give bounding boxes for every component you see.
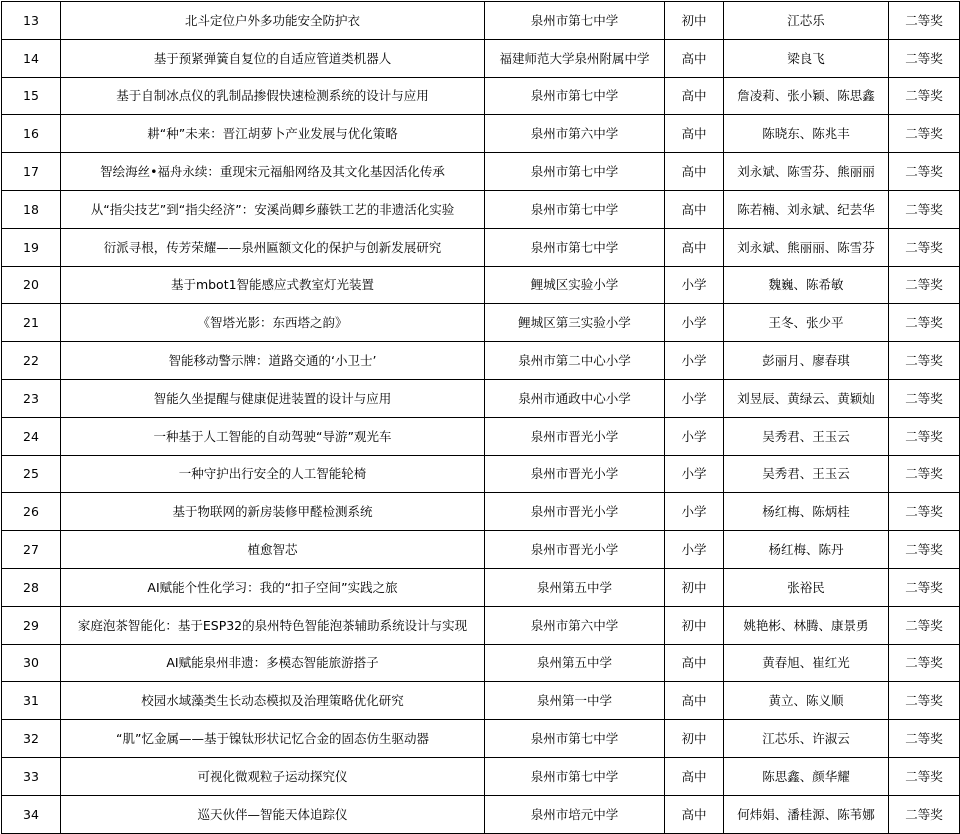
row-number-cell: 24: [2, 417, 61, 455]
advisor-names-cell: 魏巍、陈希敏: [724, 266, 889, 304]
row-number-cell: 30: [2, 644, 61, 682]
school-level-cell: 小学: [665, 417, 724, 455]
row-number-cell: 27: [2, 531, 61, 569]
table-row: [2, 304, 960, 342]
school-name-cell: 泉州市第七中学: [485, 153, 665, 191]
table-row: [2, 644, 960, 682]
school-name-cell: 泉州市培元中学: [485, 795, 665, 833]
award-level-cell: 二等奖: [889, 190, 960, 228]
table-row: [2, 531, 960, 569]
award-level-cell: 二等奖: [889, 153, 960, 191]
advisor-names-cell: 刘永斌、熊丽丽、陈雪芬: [724, 228, 889, 266]
table-row: [2, 190, 960, 228]
school-name-cell: 泉州第五中学: [485, 568, 665, 606]
award-level-cell: 二等奖: [889, 379, 960, 417]
table-row: [2, 77, 960, 115]
row-number-cell: 18: [2, 190, 61, 228]
school-level-cell: 高中: [665, 39, 724, 77]
school-level-cell: 初中: [665, 2, 724, 40]
school-name-cell: 泉州市第七中学: [485, 77, 665, 115]
row-number-cell: 14: [2, 39, 61, 77]
school-level-cell: 小学: [665, 266, 724, 304]
advisor-names-cell: 何炜娟、潘桂源、陈苇娜: [724, 795, 889, 833]
school-level-cell: 初中: [665, 568, 724, 606]
award-level-cell: 二等奖: [889, 757, 960, 795]
table-row: [2, 417, 960, 455]
row-number-cell: 32: [2, 720, 61, 758]
table-row: [2, 682, 960, 720]
advisor-names-cell: 杨红梅、陈炳桂: [724, 493, 889, 531]
advisor-names-cell: 刘昱辰、黄绿云、黄颖灿: [724, 379, 889, 417]
project-title-cell: 衍派寻根，传芳荣耀——泉州匾额文化的保护与创新发展研究: [61, 228, 485, 266]
school-name-cell: 泉州市第七中学: [485, 2, 665, 40]
project-title-cell: AI赋能泉州非遗：多模态智能旅游搭子: [61, 644, 485, 682]
school-level-cell: 高中: [665, 757, 724, 795]
school-name-cell: 泉州市通政中心小学: [485, 379, 665, 417]
advisor-names-cell: 吴秀君、王玉云: [724, 455, 889, 493]
award-level-cell: 二等奖: [889, 2, 960, 40]
school-name-cell: 泉州第一中学: [485, 682, 665, 720]
row-number-cell: 28: [2, 568, 61, 606]
table-row: [2, 342, 960, 380]
awards-table: [1, 1, 960, 834]
project-title-cell: 校园水域藻类生长动态模拟及治理策略优化研究: [61, 682, 485, 720]
school-level-cell: 初中: [665, 606, 724, 644]
award-level-cell: 二等奖: [889, 644, 960, 682]
award-level-cell: 二等奖: [889, 266, 960, 304]
school-level-cell: 高中: [665, 77, 724, 115]
school-name-cell: 泉州市第六中学: [485, 606, 665, 644]
table-row: [2, 39, 960, 77]
school-level-cell: 高中: [665, 228, 724, 266]
advisor-names-cell: 张裕民: [724, 568, 889, 606]
school-level-cell: 初中: [665, 720, 724, 758]
project-title-cell: 可视化微观粒子运动探究仪: [61, 757, 485, 795]
row-number-cell: 23: [2, 379, 61, 417]
award-level-cell: 二等奖: [889, 39, 960, 77]
awards-table-body: [2, 2, 960, 834]
row-number-cell: 16: [2, 115, 61, 153]
school-level-cell: 小学: [665, 342, 724, 380]
school-name-cell: 泉州市第六中学: [485, 115, 665, 153]
advisor-names-cell: 姚艳彬、林腾、康景勇: [724, 606, 889, 644]
award-level-cell: 二等奖: [889, 417, 960, 455]
row-number-cell: 33: [2, 757, 61, 795]
award-level-cell: 二等奖: [889, 531, 960, 569]
advisor-names-cell: 彭丽月、廖春琪: [724, 342, 889, 380]
school-name-cell: 泉州市晋光小学: [485, 531, 665, 569]
row-number-cell: 20: [2, 266, 61, 304]
award-level-cell: 二等奖: [889, 795, 960, 833]
school-name-cell: 泉州市第七中学: [485, 757, 665, 795]
school-level-cell: 小学: [665, 304, 724, 342]
school-name-cell: 泉州市第七中学: [485, 190, 665, 228]
school-level-cell: 小学: [665, 379, 724, 417]
school-name-cell: 泉州市第七中学: [485, 720, 665, 758]
school-name-cell: 泉州市晋光小学: [485, 455, 665, 493]
school-name-cell: 鲤城区实验小学: [485, 266, 665, 304]
award-level-cell: 二等奖: [889, 493, 960, 531]
advisor-names-cell: 吴秀君、王玉云: [724, 417, 889, 455]
project-title-cell: 基于mbot1智能感应式教室灯光装置: [61, 266, 485, 304]
school-level-cell: 小学: [665, 455, 724, 493]
advisor-names-cell: 王冬、张少平: [724, 304, 889, 342]
school-level-cell: 高中: [665, 115, 724, 153]
row-number-cell: 29: [2, 606, 61, 644]
school-name-cell: 福建师范大学泉州附属中学: [485, 39, 665, 77]
award-level-cell: 二等奖: [889, 228, 960, 266]
row-number-cell: 17: [2, 153, 61, 191]
school-level-cell: 小学: [665, 493, 724, 531]
table-row: [2, 115, 960, 153]
advisor-names-cell: 江芯乐、许淑云: [724, 720, 889, 758]
award-level-cell: 二等奖: [889, 115, 960, 153]
school-name-cell: 泉州市第二中心小学: [485, 342, 665, 380]
award-level-cell: 二等奖: [889, 606, 960, 644]
school-level-cell: 高中: [665, 153, 724, 191]
row-number-cell: 22: [2, 342, 61, 380]
table-row: [2, 2, 960, 40]
project-title-cell: 植愈智芯: [61, 531, 485, 569]
project-title-cell: 智能久坐提醒与健康促进装置的设计与应用: [61, 379, 485, 417]
project-title-cell: 基于物联网的新房装修甲醛检测系统: [61, 493, 485, 531]
table-row: [2, 606, 960, 644]
row-number-cell: 21: [2, 304, 61, 342]
project-title-cell: 一种基于人工智能的自动驾驶“导游”观光车: [61, 417, 485, 455]
project-title-cell: 《智塔光影：东西塔之韵》: [61, 304, 485, 342]
table-row: [2, 568, 960, 606]
school-name-cell: 泉州市晋光小学: [485, 417, 665, 455]
table-row: [2, 266, 960, 304]
school-level-cell: 高中: [665, 795, 724, 833]
advisor-names-cell: 黄春旭、崔红光: [724, 644, 889, 682]
school-level-cell: 高中: [665, 682, 724, 720]
award-level-cell: 二等奖: [889, 682, 960, 720]
table-row: [2, 153, 960, 191]
school-name-cell: 鲤城区第三实验小学: [485, 304, 665, 342]
row-number-cell: 13: [2, 2, 61, 40]
project-title-cell: AI赋能个性化学习：我的“扣子空间”实践之旅: [61, 568, 485, 606]
award-level-cell: 二等奖: [889, 720, 960, 758]
school-level-cell: 高中: [665, 190, 724, 228]
table-row: [2, 455, 960, 493]
row-number-cell: 25: [2, 455, 61, 493]
table-row: [2, 757, 960, 795]
project-title-cell: 家庭泡茶智能化：基于ESP32的泉州特色智能泡茶辅助系统设计与实现: [61, 606, 485, 644]
award-level-cell: 二等奖: [889, 455, 960, 493]
advisor-names-cell: 江芯乐: [724, 2, 889, 40]
school-name-cell: 泉州第五中学: [485, 644, 665, 682]
advisor-names-cell: 陈晓东、陈兆丰: [724, 115, 889, 153]
project-title-cell: 北斗定位户外多功能安全防护衣: [61, 2, 485, 40]
advisor-names-cell: 詹凌莉、张小颖、陈思鑫: [724, 77, 889, 115]
award-level-cell: 二等奖: [889, 77, 960, 115]
project-title-cell: 耕“种”未来：晋江胡萝卜产业发展与优化策略: [61, 115, 485, 153]
advisor-names-cell: 黄立、陈义顺: [724, 682, 889, 720]
advisor-names-cell: 陈思鑫、颜华耀: [724, 757, 889, 795]
table-row: [2, 795, 960, 833]
project-title-cell: 巡天伙伴—智能天体追踪仪: [61, 795, 485, 833]
row-number-cell: 19: [2, 228, 61, 266]
table-row: [2, 228, 960, 266]
row-number-cell: 31: [2, 682, 61, 720]
advisor-names-cell: 陈若楠、刘永斌、纪芸华: [724, 190, 889, 228]
school-level-cell: 高中: [665, 644, 724, 682]
table-row: [2, 720, 960, 758]
project-title-cell: 智能移动警示牌：道路交通的‘小卫士’: [61, 342, 485, 380]
table-row: [2, 379, 960, 417]
project-title-cell: 从“指尖技艺”到“指尖经济”：安溪尚卿乡藤铁工艺的非遗活化实验: [61, 190, 485, 228]
award-level-cell: 二等奖: [889, 568, 960, 606]
project-title-cell: 基于自制冰点仪的乳制品掺假快速检测系统的设计与应用: [61, 77, 485, 115]
table-row: [2, 493, 960, 531]
award-level-cell: 二等奖: [889, 342, 960, 380]
project-title-cell: 智绘海丝•福舟永续：重现宋元福船网络及其文化基因活化传承: [61, 153, 485, 191]
project-title-cell: “肌”忆金属——基于镍钛形状记忆合金的固态仿生驱动器: [61, 720, 485, 758]
row-number-cell: 34: [2, 795, 61, 833]
advisor-names-cell: 杨红梅、陈丹: [724, 531, 889, 569]
row-number-cell: 15: [2, 77, 61, 115]
school-level-cell: 小学: [665, 531, 724, 569]
advisor-names-cell: 刘永斌、陈雪芬、熊丽丽: [724, 153, 889, 191]
school-name-cell: 泉州市晋光小学: [485, 493, 665, 531]
project-title-cell: 一种守护出行安全的人工智能轮椅: [61, 455, 485, 493]
row-number-cell: 26: [2, 493, 61, 531]
school-name-cell: 泉州市第七中学: [485, 228, 665, 266]
advisor-names-cell: 梁良飞: [724, 39, 889, 77]
project-title-cell: 基于预紧弹簧自复位的自适应管道类机器人: [61, 39, 485, 77]
award-level-cell: 二等奖: [889, 304, 960, 342]
